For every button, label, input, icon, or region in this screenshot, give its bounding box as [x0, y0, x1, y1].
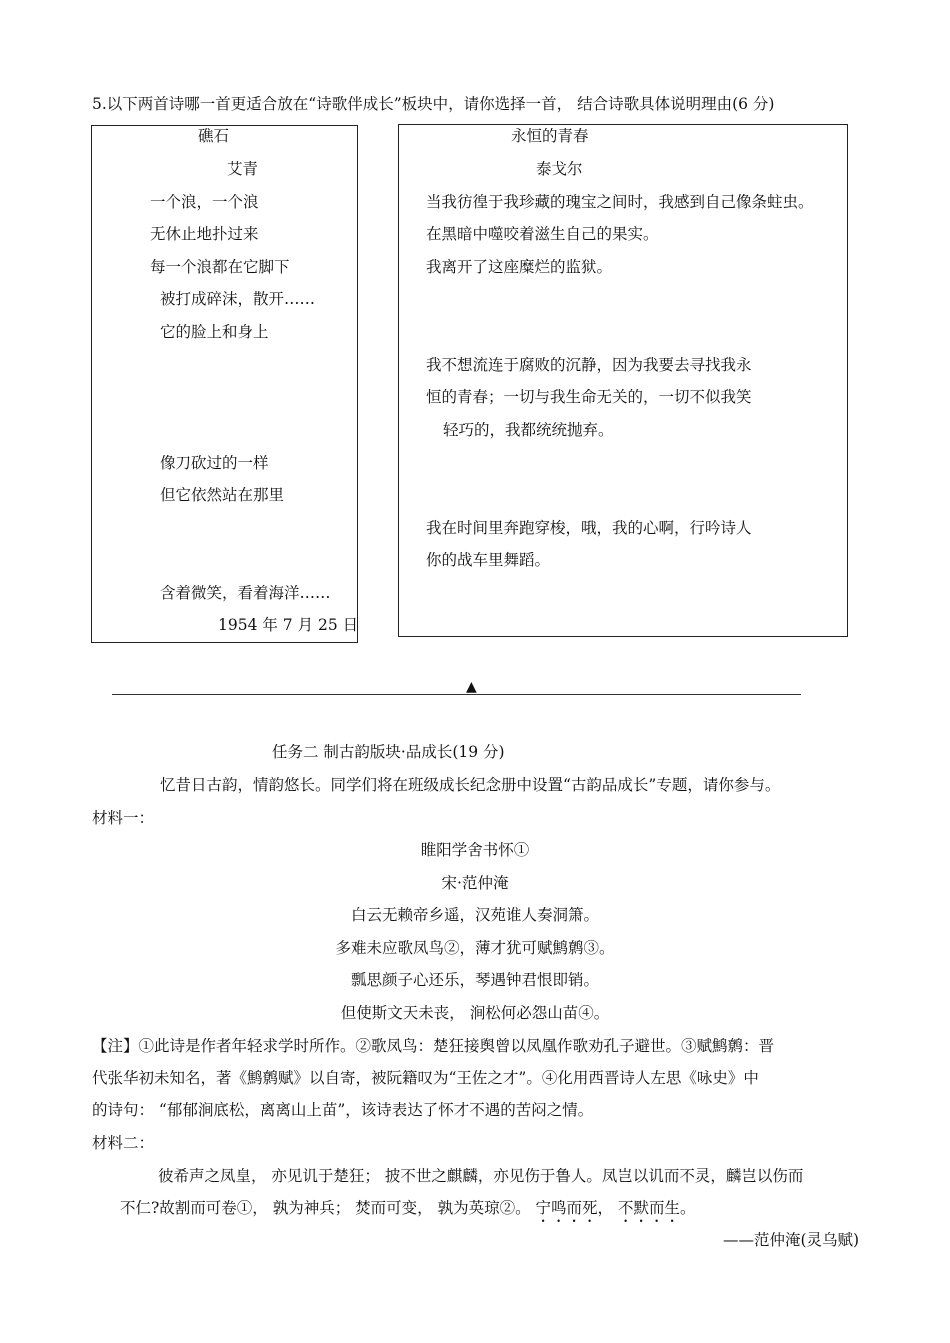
poem-b-line: 轻巧的，我都统统抛弃。	[443, 421, 614, 439]
poem-a-line: 含着微笑，看着海洋……	[160, 584, 331, 602]
answer-marker-triangle: ▲	[466, 679, 477, 695]
emphasized-phrase: 不默而生	[617, 1199, 680, 1217]
poem-b-author: 泰戈尔	[536, 160, 583, 178]
poem-line: 白云无赖帝乡遥，汉苑谁人奏洞箫。	[350, 906, 599, 924]
poem-a-line: 无休止地扑过来	[150, 225, 259, 243]
answer-line	[112, 694, 801, 695]
note-line: 【注】①此诗是作者年轻求学时所作。②歌凤鸟：楚狂接舆曾以凤凰作歌劝孔子避世。③赋鹪鹩：晋	[92, 1037, 775, 1055]
note-line: 代张华初未知名，著《鹪鹩赋》以自寄，被阮籍叹为“王佐之才”。④化用西晋诗人左思《咏史》中	[92, 1069, 759, 1087]
poem-a-author: 艾青	[227, 160, 259, 178]
poem-a-date: 1954 年 7 月 25 日	[218, 616, 359, 634]
material-2-label: 材料二：	[92, 1134, 155, 1152]
poem-a-title: 礁石	[198, 127, 230, 145]
material-1-label: 材料一：	[92, 809, 155, 827]
material-2-separator: ，	[597, 1199, 618, 1217]
material-2-line	[120, 1198, 696, 1226]
poem-b-line: 我离开了这座糜烂的监狱。	[426, 258, 613, 276]
poem-line: 多难未应歌凤鸟②，薄才犹可赋鹪鹩③。	[335, 939, 615, 957]
material-2-end: 。	[680, 1199, 696, 1217]
material-2-line: 彼希声之凤皇， 亦见讥于楚狂； 披不世之麒麟，亦见伤于鲁人。凤岂以讥而不灵，麟岂以伤而	[158, 1167, 804, 1185]
poem-a-line: 被打成碎沫，散开……	[160, 290, 316, 308]
task-2-heading: 任务二 制古韵版块·品成长(19 分)	[272, 743, 505, 761]
poem-b-title: 永恒的青春	[511, 127, 589, 145]
poem-b-line: 当我彷徨于我珍藏的瑰宝之间时，我感到自己像条蛀虫。	[426, 193, 814, 211]
question-5: 5.以下两首诗哪一首更适合放在“诗歌伴成长”板块中，请你选择一首， 结合诗歌具体说明理由(6 分)	[92, 95, 775, 113]
poem-b-line: 我在时间里奔跑穿梭，哦，我的心啊，行吟诗人	[426, 519, 752, 537]
poem-b-line: 在黑暗中噬咬着滋生自己的果实。	[426, 225, 659, 243]
poem-a-line: 每一个浪都在它脚下	[150, 258, 290, 276]
note-line: 的诗句： “郁郁涧底松，离离山上苗”，该诗表达了怀才不遇的苦闷之情。	[92, 1101, 594, 1119]
poem-author: 宋·范仲淹	[441, 874, 509, 892]
poem-a-line: 但它依然站在那里	[160, 486, 285, 504]
poem-line: 但使斯文天未丧， 涧松何必怨山苗④。	[340, 1004, 610, 1022]
poem-a-line: 像刀砍过的一样	[160, 454, 269, 472]
poem-b-line: 我不想流连于腐败的沉静，因为我要去寻找我永	[426, 356, 752, 374]
poem-b-line: 你的战车里舞蹈。	[426, 551, 551, 569]
source-attribution: ——范仲淹(灵乌赋)	[723, 1231, 860, 1249]
poem-a-line: 它的脸上和身上	[160, 323, 269, 341]
poem-a-line: 一个浪，一个浪	[150, 193, 259, 211]
poem-line: 瓢思颜子心还乐，琴遇钟君恨即销。	[350, 971, 599, 989]
task-2-intro: 忆昔日古韵，情韵悠长。同学们将在班级成长纪念册中设置“古韵品成长”专题，请你参与。	[160, 776, 781, 794]
poem-b-line: 恒的青春；一切与我生命无关的，一切不似我笑	[426, 388, 752, 406]
material-2-text: 不仁?故割而可卷①， 孰为神兵； 焚而可变， 孰为英琼②。	[120, 1199, 536, 1217]
poem-title: 睢阳学舍书怀①	[420, 841, 530, 859]
emphasized-phrase: 宁鸣而死	[535, 1199, 598, 1217]
